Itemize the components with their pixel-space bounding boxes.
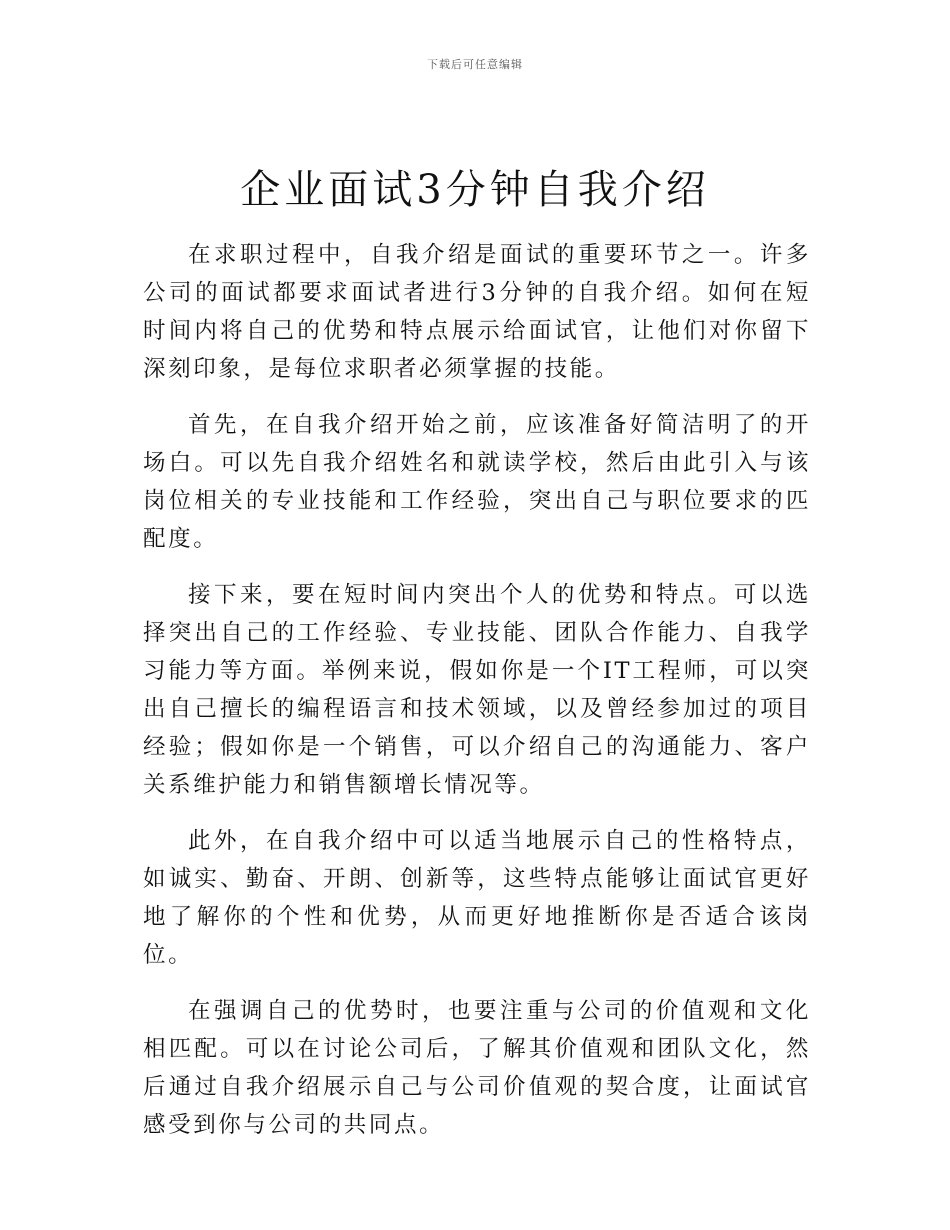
- paragraph-company-values: 在强调自己的优势时，也要注重与公司的价值观和文化相匹配。可以在讨论公司后，了解其价值观和团队文化，然后通过自我介绍展示自己与公司价值观的契合度，让面试官感受到你与公司的共同点。: [143, 998, 811, 1138]
- document-body: [143, 236, 811, 1162]
- paragraph-opening: 首先，在自我介绍开始之前，应该准备好简洁明了的开场白。可以先自我介绍姓名和就读学校，然后由此引入与该岗位相关的专业技能和工作经验，突出自己与职位要求的匹配度。: [143, 412, 811, 552]
- paragraph-personality: 此外，在自我介绍中可以适当地展示自己的性格特点，如诚实、勤奋、开朗、创新等，这些特点能够让面试官更好地了解你的个性和优势，从而更好地推断你是否适合该岗位。: [143, 828, 811, 968]
- paragraph-intro: 在求职过程中，自我介绍是面试的重要环节之一。许多公司的面试都要求面试者进行3分钟的自我介绍。如何在短时间内将自己的优势和特点展示给面试官，让他们对你留下深刻印象，是每位求职者必须掌握的技能。: [143, 242, 811, 382]
- document-title: 企业面试3分钟自我介绍: [240, 167, 710, 213]
- paragraph-strengths: 接下来，要在短时间内突出个人的优势和特点。可以选择突出自己的工作经验、专业技能、团队合作能力、自我学习能力等方面。举例来说，假如你是一个IT工程师，可以突出自己擅长的编程语言和技术领域，以及曾经参加过的项目经验；假如你是一个销售，可以介绍自己的沟通能力、客户关系维护能力和销售额增长情况等。: [143, 582, 811, 798]
- header-note: 下载后可任意编辑: [427, 58, 523, 71]
